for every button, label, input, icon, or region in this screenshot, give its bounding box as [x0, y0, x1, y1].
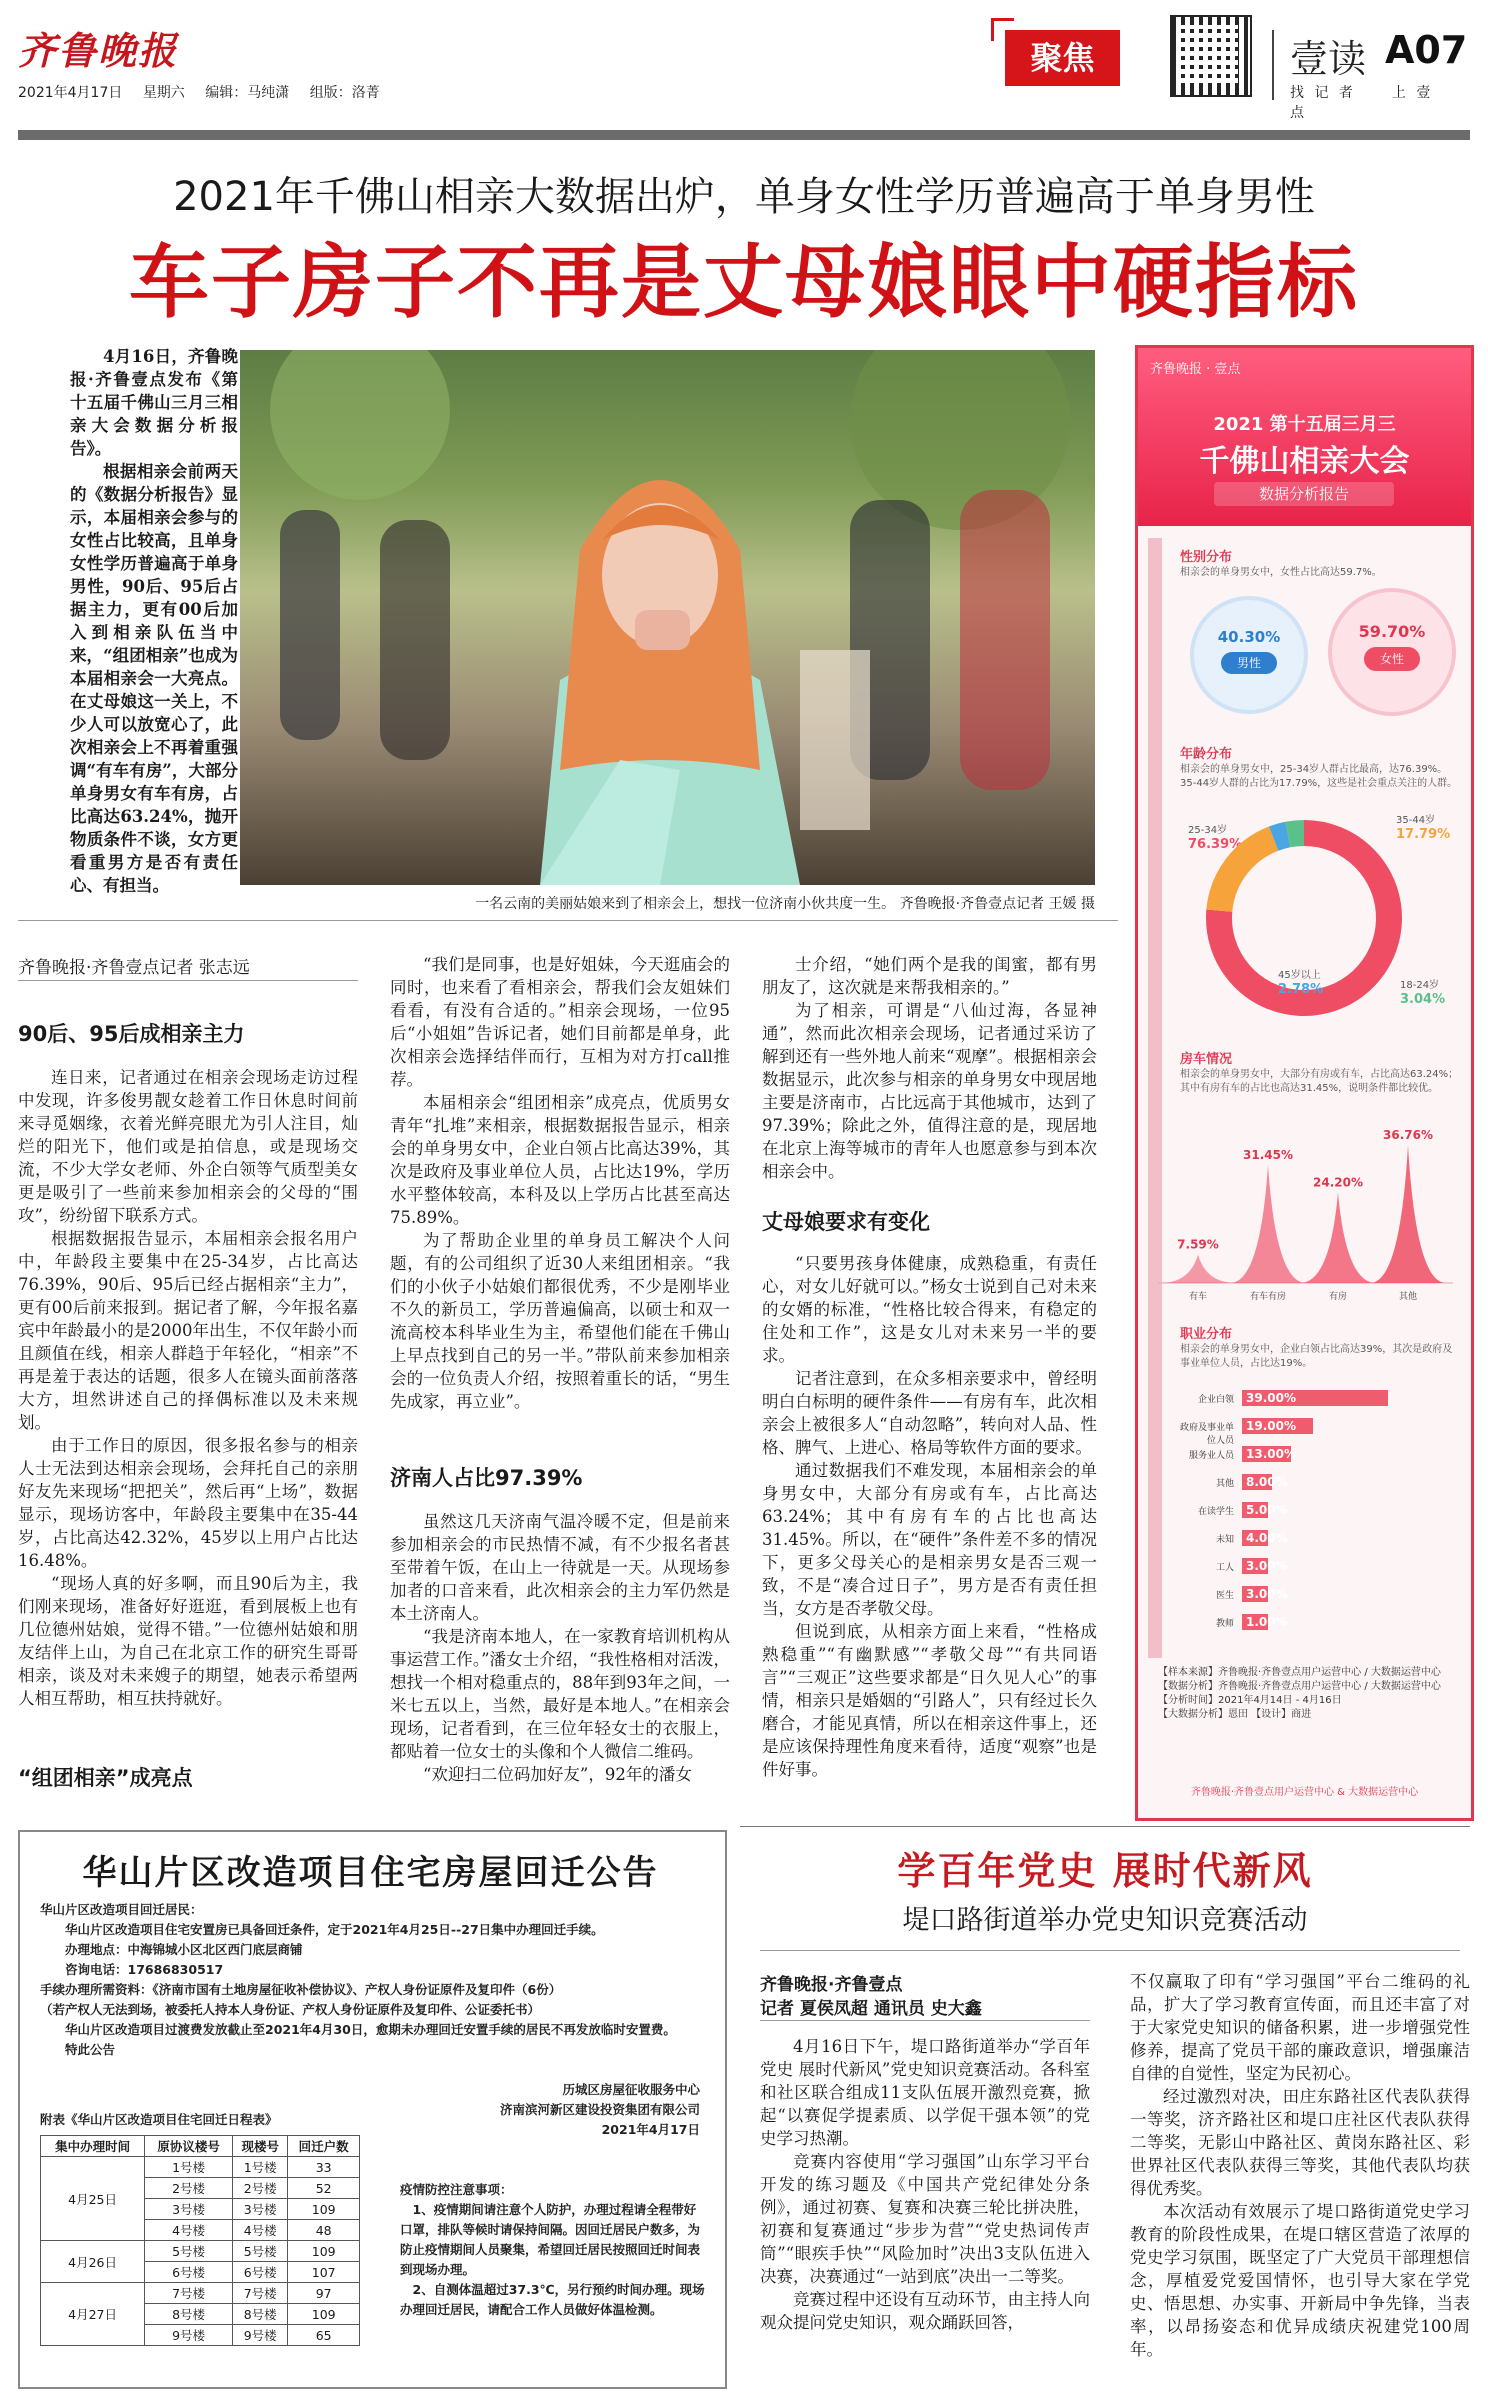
age-segment	[1274, 835, 1288, 839]
house-value: 7.59%	[1177, 1237, 1219, 1252]
age-value: 17.79%	[1396, 827, 1451, 842]
jobs-bar-chart	[1138, 1388, 1471, 1648]
table-cell: 33	[288, 2157, 360, 2178]
age-value: 76.39%	[1188, 837, 1243, 852]
article-headline: 车子房子不再是丈母娘眼中硬指标	[129, 236, 1359, 329]
qr-code-icon[interactable]	[1170, 15, 1252, 97]
job-bar-row	[1174, 1528, 1464, 1548]
job-bar-row	[1174, 1556, 1464, 1576]
age-label: 25-34岁	[1188, 825, 1228, 836]
table-cell: 109	[288, 2304, 360, 2325]
job-bar-row	[1174, 1584, 1464, 1604]
house-section-title: 房车情况	[1180, 1052, 1233, 1067]
infographic-subtitle: 数据分析报告	[1214, 482, 1394, 506]
age-donut-chart	[1138, 803, 1471, 1033]
subhead-1: 90后、95后成相亲主力	[18, 1022, 245, 1046]
table-cell: 9号楼	[145, 2325, 233, 2346]
header-divider	[1272, 30, 1274, 100]
table-cell: 6号楼	[233, 2262, 288, 2283]
table-cell: 7号楼	[233, 2283, 288, 2304]
table-cell: 5号楼	[233, 2241, 288, 2262]
age-segment	[1288, 833, 1304, 835]
infographic-year: 2021 第十五届三月三	[1213, 414, 1396, 435]
notice-body: 华山片区改造项目回迁居民： 华山片区改造项目住宅安置房已具备回迁条件，定于2021年4月25日--27日集中办理回迁手续。 办理地点：中海锦城小区北区西门底层商铺 咨询电话：17686830517 手续办理所需资料：《济南市国有土地房屋征收补偿协议》、产权人身份证原件及复印件（6份） （若产权人无法到场，被委托人持本人身份证、产权人身份证原件及复印件、公证委托书） 华山片区改造项目过渡费发放截止至2021年4月30日，愈期未办理回迁安置手续的居民不再发放临时安置费。 特此公告	[40, 1902, 676, 2057]
job-label: 教师	[1215, 1619, 1234, 1629]
table-cell: 3号楼	[145, 2199, 233, 2220]
female-circle: 59.70% 女性	[1328, 588, 1456, 716]
job-label: 未知	[1215, 1535, 1234, 1545]
party-rule	[760, 1950, 1460, 1951]
party-article-subtitle: 堤口路街道举办党史知识竞赛活动	[902, 1905, 1308, 1936]
house-peak-chart	[1138, 1108, 1471, 1308]
byline-rule	[18, 980, 358, 981]
table-row	[41, 2283, 360, 2304]
party-col-2: 不仅赢取了印有“学习强国”平台二维码的礼品，扩大了学习教育宣传面，而且还丰富了对于大家党史知识的储备积累，进一步增强党性修养，提高了党员干部的廉政意识，增强廉洁自律的自觉性，坚定为民初心。 经过激烈对决，田庄东路社区代表队获得一等奖，济齐路社区和堤口庄社区代表队获得二等奖，无影山中路社区、黄岗东路社区、彩世界社区代表队获得三等奖，其他代表队均获得优秀奖。 本次活动有效展示了堤口路街道党史学习教育的阶段性成果，在堤口辖区营造了浓厚的党史学习氛围，既坚定了广大党员干部理想信念，厚植爱党爱国情怀，也引导大家在学党史、悟思想、办实事、开新局中争先锋，当表率，以昂扬姿态和优异成绩庆祝建党100周年。	[1130, 1972, 1470, 2359]
party-byline-1: 齐鲁晚报·齐鲁壹点	[760, 1975, 903, 1995]
masthead-logo: 齐鲁晚报	[18, 28, 179, 73]
job-label: 医生	[1215, 1591, 1234, 1601]
infographic-credits: 【样本来源】齐鲁晚报·齐鲁壹点用户运营中心 / 大数据运营中心 【数据分析】齐鲁晚报·齐鲁壹点用户运营中心 / 大数据运营中心 【分析时间】2021年4月14日 - 4月16日 【大数据分析】恩田 【设计】商进	[1158, 1667, 1441, 1720]
table-row	[41, 2157, 360, 2178]
table-cell: 5号楼	[145, 2241, 233, 2262]
party-col-1: 4月16日下午，堤口路街道举办“学百年党史 展时代新风”党史知识竞赛活动。各科室和社区联合组成11支队伍展开激烈竞赛，掀起“以赛促学提素质、以学促干强本领”的党史学习热潮。 竞赛内容使用“学习强国”山东学习平台开发的练习题及《中国共产党纪律处分条例》，通过初赛、复赛和决赛三轮比拼决胜，初赛和复赛通过“步步为营”“党史热词传声筒”“眼疾手快”“风险加时”决出3支队伍进入决赛，决赛通过“一站到底”决出一二等奖。 竞赛过程中还设有互动环节，由主持人向观众提问党史知识，观众踊跃回答，	[760, 2037, 1090, 2332]
page-number: A07	[1385, 28, 1468, 72]
dateline	[18, 82, 396, 102]
infographic-title: 千佛山相亲大会	[1199, 444, 1410, 479]
job-bar-row	[1174, 1500, 1464, 1520]
table-cell: 109	[288, 2199, 360, 2220]
article-col-2a: “我们是同事，也是好姐妹，今天逛庙会的同时，也来看了看相亲会，帮我们会友姐妹们看看，有没有合适的。”相亲会现场，一位95后“小姐姐”告诉记者，她们目前都是单身，此次相亲会选择结伴而行，互相为对方打call推荐。 本届相亲会“组团相亲”成亮点，优质男女青年“扎堆”来相亲，根据数据报告显示，相亲会的单身男女中，企业白领占比高达39%，其次是政府及事业单位人员，占比达19%，学历水平整体较高，本科及以上学历占比甚至高达75.89%。 为了帮助企业里的单身员工解决个人问题，有的公司组织了近30人来组团相亲。“我们的小伙子小姑娘们都很优秀，不少是刚毕业不久的新员工，学历普遍偏高，以硕士和双一流高校本科毕业生为主，希望他们能在千佛山上早点找到自己的另一半。”带队前来参加相亲会的一位负责人介绍，按照着重长的话，“男生先成家，再立业”。	[390, 955, 730, 1411]
house-label: 有房	[1328, 1292, 1348, 1302]
article-col-3b: “只要男孩身体健康，成熟稳重，有责任心，对女儿好就可以。”杨女士说到自己对未来的女婿的标准，“性格比较合得来，有稳定的住处和工作”，这是女儿对未来另一半的要求。 记者注意到，在众多相亲要求中，曾经明明白白标明的硬件条件——有房有车，此次相亲会上被很多人“自动忽略”，转向对人品、性格、脾气、上进心、格局等软件方面的要求。 通过数据我们不难发现，本届相亲会的单身男女中，大部分有房或有车，占比高达63.24%；其中有房有车的占比也高达31.45%。所以，在“硬件”条件差不多的情况下，更多父母关心的是相亲男女是否三观一致，不是“凑合过日子”，男方是否有责任担当，女方是否孝敬父母。 但说到底，从相亲方面上来看，“性格成熟稳重”“有幽默感”“孝敬父母”“有共同语言”“三观正”这些要求都是“日久见人心”的事情，相亲只是婚姻的“引路人”，只有经过长久磨合，才能见真情，所以在相亲这件事上，还是应该保持理性角度来看待，适度“观察”也是件好事。	[762, 1254, 1097, 1779]
section-name: 壹读	[1290, 37, 1367, 81]
gender-section-title: 性别分布	[1180, 550, 1233, 565]
house-peak	[1300, 1192, 1376, 1283]
table-cell: 9号楼	[233, 2325, 288, 2346]
party-byline-rule	[760, 2020, 1090, 2021]
job-value: 4.00%	[1246, 1531, 1288, 1545]
job-bar-row	[1174, 1388, 1464, 1408]
schedule-date: 4月27日	[41, 2283, 145, 2346]
table-cell: 2号楼	[233, 2178, 288, 2199]
table-cell: 8号楼	[233, 2304, 288, 2325]
issue-date: 2021年4月17日	[18, 85, 123, 101]
age-section-title: 年龄分布	[1180, 747, 1233, 762]
house-value: 36.76%	[1383, 1128, 1433, 1143]
subhead-4: 丈母娘要求有变化	[762, 1210, 930, 1234]
table-cell: 1号楼	[233, 2157, 288, 2178]
section-tag-focus: 聚焦	[1005, 30, 1120, 86]
job-label: 政府及事业单位人员	[1179, 1423, 1234, 1446]
epidemic-notes: 疫情防控注意事项： 1、疫情期间请注意个人防护，办理过程请全程带好口罩，排队等候时请保持间隔。因回迁居民户数多，为防止疫情期间人员聚集，希望回迁居民按照回迁时间表到现场办理。 2、自测体温超过37.3℃，另行预约时间办理。现场办理回迁居民，请配合工作人员做好体温检测。	[400, 2182, 705, 2317]
jobs-note: 相亲会的单身男女中，企业白领占比高达39%，其次是政府及事业单位人员，占比达19%。	[1180, 1344, 1453, 1369]
house-value: 24.20%	[1313, 1175, 1363, 1190]
infographic-producer: 齐鲁晚报·齐鲁壹点用户运营中心 & 大数据运营中心	[1190, 1787, 1419, 1798]
schedule-table-title: 附表《华山片区改造项目住宅回迁日程表》	[40, 2112, 278, 2127]
schedule-date: 4月25日	[41, 2157, 145, 2241]
job-label: 企业白领	[1197, 1395, 1234, 1405]
article-col-3a: 士介绍，“她们两个是我的闺蜜，都有男朋友了，这次就是来帮我相亲的。” 为了相亲，可谓是“八仙过海，各显神通”，然而此次相亲会现场，记者通过采访了解到还有一些外地人前来“观摩”。根据相亲会数据显示，此次参与相亲的单身男女中现居地主要是济南市，占比远高于其他城市，达到了97.39%；除此之外，值得注意的是，现居地在北京上海等城市的青年人也愿意参与到本次相亲会中。	[762, 955, 1097, 1181]
job-bar-row	[1174, 1612, 1464, 1632]
subhead-2: “组团相亲”成亮点	[18, 1766, 193, 1790]
job-label: 工人	[1215, 1563, 1234, 1573]
jobs-section-title: 职业分布	[1180, 1327, 1233, 1342]
top-rule	[18, 130, 1470, 140]
issue-weekday: 星期六	[142, 85, 185, 101]
subhead-3: 济南人占比97.39%	[390, 1466, 583, 1490]
job-value: 1.00%	[1246, 1615, 1288, 1629]
table-cell: 107	[288, 2262, 360, 2283]
photo-caption: 一名云南的美丽姑娘来到了相亲会上，想找一位济南小伙共度一生。 齐鲁晚报·齐鲁壹点记者 王媛 摄	[475, 896, 1095, 912]
male-circle: 40.30% 男性	[1190, 596, 1308, 714]
job-bar-row	[1174, 1444, 1464, 1464]
article-lead: 4月16日，齐鲁晚报·齐鲁壹点发布《第十五届千佛山三月三相亲大会数据分析报告》。 根据相亲会前两天的《数据分析报告》显示，本届相亲会参与的女性占比较高，且单身女性学历普遍高于单身男性，90后、95后占据主力，更有00后加入到相亲队伍当中来，“组团相亲”也成为本届相亲会一大亮点。在丈母娘这一关上，不少人可以放宽心了，此次相亲会上不再着重强调“有车有房”，大部分单身男女有车有房，占比高达63.24%，抛开物质条件不谈，女方更看重男方是否有责任心、有担当。	[70, 347, 238, 895]
table-cell: 109	[288, 2241, 360, 2262]
party-byline-2: 记者 夏侯凤超 通讯员 史大鑫	[760, 1999, 982, 2019]
table-row	[41, 2241, 360, 2262]
article-col-1: 连日来，记者通过在相亲会现场走访过程中发现，许多俊男靓女趁着工作日休息时间前来寻觅姻缘，衣着光鲜亮眼尤为引人注目，灿烂的阳光下，他们或是拍信息，或是现场交流，不少大学女老师、外企白领等气质型美女更是吸引了一些前来参加相亲会的父母的“围攻”，纷纷留下联系方式。 根据数据报告显示，本届相亲会报名用户中，年龄段主要集中在25-34岁，占比高达76.39%，90后、95后已经占据相亲“主力”，更有00后前来报到。据记者了解，今年报名嘉宾中年龄最小的是2000年出生，不仅年龄小而且颜值在线，相亲人群趋于年轻化，“相亲”不再是羞于表达的话题，很多人在镜头面前落落大方，坦然讲述自己的择偶标准以及未来规划。 由于工作日的原因，很多报名参与的相亲人士无法到达相亲会现场，会拜托自己的亲朋好友先来现场“把把关”，然后再“上场”，数据显示，现场访客中，年龄段主要集中在35-44岁，占比高达42.32%，45岁以上用户占比达16.48%。 “现场人真的好多啊，而且90后为主，我们刚来现场，准备好好逛逛，看到展板上也有几位德州姑娘，觉得不错。”一位德州姑娘和朋友结伴上山，为自己在北京工作的研究生哥哥相亲，谈及对未来嫂子的期望，她表示希望两人相互帮助，相互扶持就好。	[18, 1068, 358, 1708]
age-value: 3.04%	[1400, 992, 1446, 1007]
house-label: 有车	[1188, 1292, 1208, 1302]
house-peak	[1370, 1145, 1446, 1283]
schedule-table: 集中办理时间 原协议楼号 现楼号 回迁户数 4月25日 1号楼 1号楼 33 2号楼 2号楼 52 3号楼 3号楼 109 4号楼 4号楼 48 4月26日 5号楼 5号楼 109 6号楼 6号楼 107 4月27日 7号楼 7号楼 97 8号楼 8号楼 109 9号楼 9号楼 65	[40, 2135, 360, 2346]
table-cell: 2号楼	[145, 2178, 233, 2199]
house-note: 相亲会的单身男女中，大部分有房或有车，占比高达63.24%；其中有房有车的占比也高达31.45%，说明条件都比较优。	[1180, 1069, 1459, 1094]
gender-note: 相亲会的单身男女中，女性占比高达59.7%。	[1180, 567, 1382, 578]
article-kicker: 2021年千佛山相亲大数据出炉，单身女性学历普遍高于单身男性	[173, 174, 1315, 220]
table-cell: 4号楼	[145, 2220, 233, 2241]
house-label: 有车有房	[1249, 1292, 1287, 1302]
job-bar-row	[1174, 1416, 1464, 1446]
table-cell: 3号楼	[233, 2199, 288, 2220]
photo-illustration	[240, 350, 1095, 885]
job-value: 3.00%	[1246, 1587, 1288, 1601]
age-label: 35-44岁	[1396, 815, 1436, 826]
age-label: 45岁以上	[1278, 970, 1321, 981]
schedule-date: 4月26日	[41, 2241, 145, 2283]
age-note: 相亲会的单身男女中，25-34岁人群占比最高，达76.39%。35-44岁人群的占比为17.79%，这些是社会重点关注的人群。	[1180, 764, 1458, 789]
table-cell: 97	[288, 2283, 360, 2304]
house-label: 其他	[1398, 1292, 1418, 1302]
caption-rule	[18, 920, 1118, 921]
house-peak	[1160, 1255, 1236, 1283]
editor-credit: 编辑：马纯潇	[205, 85, 290, 101]
job-value: 13.00%	[1246, 1447, 1296, 1461]
table-cell: 6号楼	[145, 2262, 233, 2283]
infographic-header: 齐鲁晚报 · 壹点 2021 第十五届三月三 千佛山相亲大会 数据分析报告	[1138, 348, 1471, 526]
house-value: 31.45%	[1243, 1148, 1293, 1163]
age-value: 2.78%	[1278, 982, 1324, 997]
table-cell: 8号楼	[145, 2304, 233, 2325]
job-value: 39.00%	[1246, 1391, 1296, 1405]
notice-title: 华山片区改造项目住宅房屋回迁公告	[82, 1853, 659, 1893]
news-photo	[240, 350, 1095, 885]
job-value: 5.00%	[1246, 1503, 1288, 1517]
article-byline: 齐鲁晚报·齐鲁壹点记者 张志远	[18, 958, 250, 978]
table-cell: 7号楼	[145, 2283, 233, 2304]
job-label: 其他	[1215, 1479, 1234, 1489]
layout-credit: 组版：洛菁	[309, 85, 380, 101]
table-cell: 48	[288, 2220, 360, 2241]
job-label: 在读学生	[1197, 1507, 1234, 1517]
article-col-2b: 虽然这几天济南气温冷暖不定，但是前来参加相亲会的市民热情不减，有不少报名者甚至带着午饭，在山上一待就是一天。从现场参加者的口音来看，此次相亲会的主力军仍然是本土济南人。 “我是济南本地人，在一家教育培训机构从事运营工作。”潘女士介绍，“我性格相对活泼，想找一个相对稳重点的，88年到93年之间，一米七五以上，当然，最好是本地人。”在相亲会现场，记者看到，在三位年轻女士的衣服上，都贴着一位女士的头像和个人微信二维码。 “欢迎扫二位码加好友”，92年的潘女	[390, 1512, 730, 1784]
party-article-title: 学百年党史 展时代新风	[897, 1849, 1313, 1893]
age-label: 18-24岁	[1400, 980, 1440, 991]
job-value: 8.00%	[1246, 1475, 1288, 1489]
job-value: 3.00%	[1246, 1559, 1288, 1573]
section-slogan: 找 记 者 上 壹 点	[1290, 85, 1434, 121]
table-cell: 65	[288, 2325, 360, 2346]
job-bar-row	[1174, 1472, 1464, 1492]
bottom-rule	[740, 1826, 1470, 1827]
table-cell: 4号楼	[233, 2220, 288, 2241]
infographic-panel	[1135, 345, 1474, 1821]
job-value: 19.00%	[1246, 1419, 1296, 1433]
table-cell: 1号楼	[145, 2157, 233, 2178]
table-cell: 52	[288, 2178, 360, 2199]
house-peak	[1230, 1165, 1306, 1283]
notice-signers: 历城区房屋征收服务中心 济南滨河新区建设投资集团有限公司 2021年4月17日	[499, 2082, 700, 2137]
job-label: 服务业人员	[1188, 1451, 1234, 1461]
